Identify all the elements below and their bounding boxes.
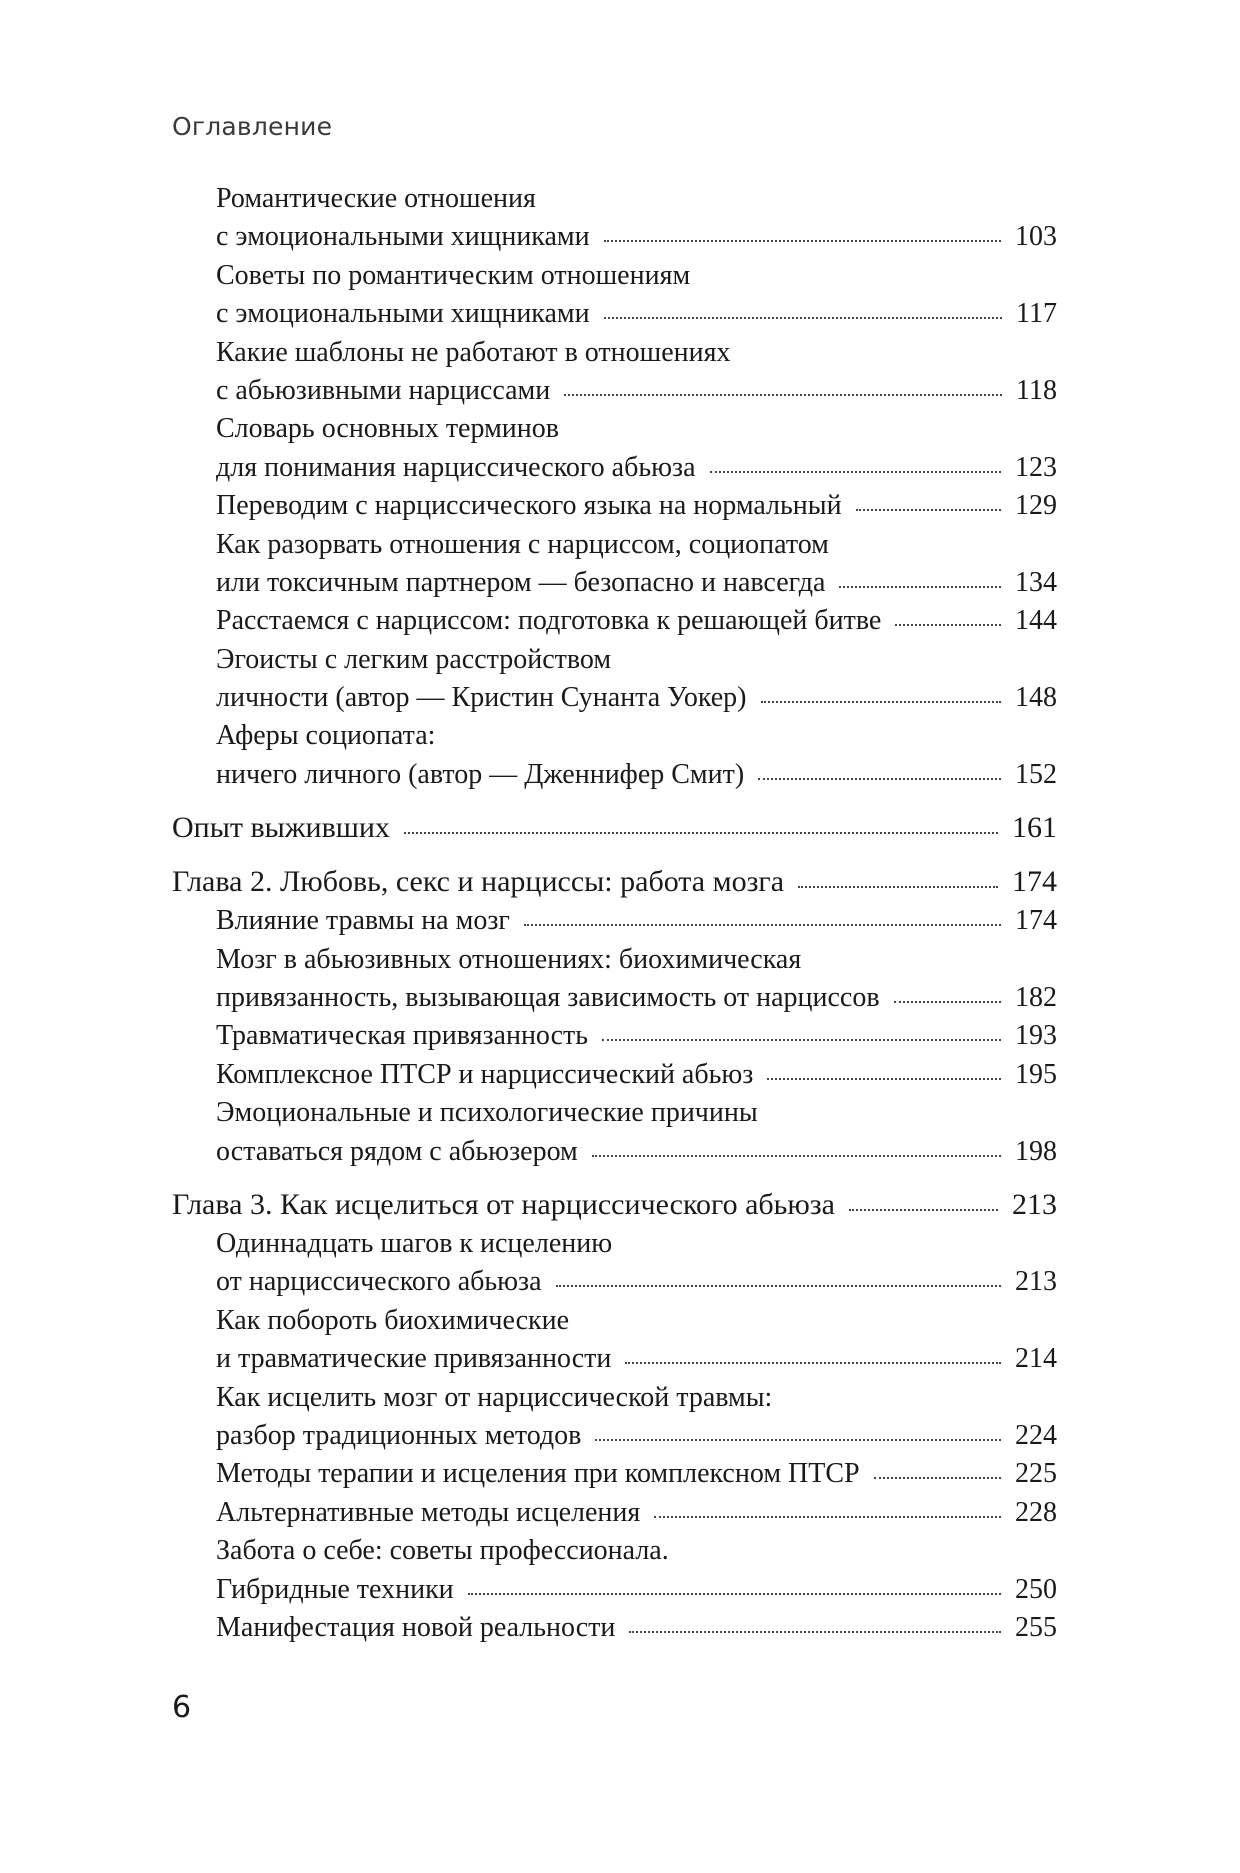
toc-page-number: 214 (1015, 1343, 1057, 1375)
dot-leader (856, 509, 1001, 511)
dot-leader (710, 471, 1001, 473)
toc-page-number: 134 (1015, 566, 1057, 598)
toc-page-number: 255 (1015, 1611, 1057, 1643)
toc-page-number: 129 (1015, 490, 1057, 522)
toc-entry-line (216, 1302, 1057, 1340)
running-head: Оглавление (172, 112, 333, 141)
toc-entry-title: Эмоциональные и психологические причины (216, 1097, 758, 1129)
toc-entry-line (216, 410, 1057, 448)
toc-page-number: 228 (1015, 1496, 1057, 1528)
toc-entry-title: Словарь основных терминов (216, 413, 559, 445)
toc-entry-title: с эмоциональными хищниками (216, 298, 590, 330)
toc-entry-line (216, 218, 1057, 256)
toc-entry-line (216, 602, 1057, 640)
toc-entry-title: от нарциссического абьюза (216, 1266, 542, 1298)
toc-entry-title: Как побороть биохимические (216, 1304, 570, 1336)
toc-chapter-entry[interactable] (172, 862, 1057, 902)
dot-leader (767, 1078, 1001, 1080)
toc-entry-line (216, 1017, 1057, 1055)
dot-leader (404, 832, 998, 834)
toc-entry-line (216, 717, 1057, 755)
toc-entry-title: Эгоисты с легким расстройством (216, 643, 612, 675)
toc-entry-title: разбор традиционных методов (216, 1419, 582, 1451)
toc-entry-title: Расстаемся с нарциссом: подготовка к решающей битве (216, 605, 882, 637)
toc-entry-line (216, 941, 1057, 979)
toc-entry-title: Опыт выживших (172, 811, 390, 845)
toc-entry-title: с абьюзивными нарциссами (216, 374, 551, 406)
toc-entry[interactable] (172, 902, 1057, 940)
toc-entry-title: или токсичным партнером — безопасно и навсегда (216, 566, 826, 598)
dot-leader (595, 1439, 1001, 1441)
toc-entry-title: Гибридные техники (216, 1573, 454, 1605)
toc-entry-line (216, 1494, 1057, 1532)
toc-page-number: 182 (1015, 982, 1057, 1014)
toc-entry[interactable] (172, 1017, 1057, 1055)
toc-page-number: 213 (1015, 1266, 1057, 1298)
toc-entry-title: привязанность, вызывающая зависимость от нарциссов (216, 982, 880, 1014)
toc-entry-title: Методы терапии и исцеления при комплексном ПТСР (216, 1458, 860, 1490)
toc-entry[interactable] (172, 641, 1057, 718)
toc-entry-title: Как исцелить мозг от нарциссической травмы: (216, 1381, 773, 1413)
toc-entry-line (216, 1532, 1057, 1570)
dot-leader (592, 1155, 1001, 1157)
toc-entry-line (172, 862, 1057, 902)
dot-leader (602, 1039, 1001, 1041)
toc-entry[interactable] (172, 1494, 1057, 1532)
toc-entry[interactable] (172, 257, 1057, 334)
toc-entry-title: Одиннадцать шагов к исцелению (216, 1227, 613, 1259)
dot-leader (849, 1209, 998, 1211)
dot-leader (895, 624, 1001, 626)
toc-entry-title: Переводим с нарциссического языка на нормальный (216, 490, 842, 522)
toc-entry-line (216, 1571, 1057, 1609)
toc-entry-line (216, 257, 1057, 295)
toc-entry-line (216, 1263, 1057, 1301)
toc-entry[interactable] (172, 602, 1057, 640)
dot-leader (524, 924, 1001, 926)
toc-entry-title: Как разорвать отношения с нарциссом, социопатом (216, 528, 829, 560)
toc-page-number: 213 (1012, 1187, 1057, 1221)
toc-page-number: 161 (1012, 811, 1057, 845)
toc-entry-line (216, 564, 1057, 602)
dot-leader (604, 240, 1001, 242)
toc-entry-line (216, 449, 1057, 487)
toc-entry[interactable] (172, 410, 1057, 487)
toc-entry-title: Романтические отношения (216, 183, 536, 214)
dot-leader (761, 701, 1001, 703)
toc-page-number: 174 (1015, 905, 1057, 937)
dot-leader (654, 1516, 1001, 1518)
toc-entry-title: Какие шаблоны не работают в отношениях (216, 336, 731, 368)
toc-entry[interactable] (172, 1609, 1057, 1647)
toc-entry[interactable] (172, 1094, 1057, 1171)
toc-entry-line (216, 979, 1057, 1017)
toc-entry-line (216, 1455, 1057, 1493)
dot-leader (468, 1593, 1001, 1595)
toc-entry[interactable] (172, 334, 1057, 411)
toc-entry-title: Забота о себе: советы профессионала. (216, 1535, 669, 1567)
toc-page-number: 118 (1016, 374, 1057, 406)
toc-entry[interactable] (172, 941, 1057, 1018)
toc-entry[interactable] (172, 526, 1057, 603)
dot-leader (604, 317, 1002, 319)
toc-entry-title: оставаться рядом с абьюзером (216, 1135, 578, 1167)
toc-entry-line (216, 1340, 1057, 1378)
toc-page-number: 225 (1015, 1458, 1057, 1490)
page-number: 6 (172, 1690, 192, 1725)
toc-entry[interactable] (172, 180, 1057, 257)
dot-leader (625, 1362, 1001, 1364)
toc-entry-title: с эмоциональными хищниками (216, 221, 590, 253)
toc-entry-line (216, 1056, 1057, 1094)
toc-entry[interactable] (172, 1532, 1057, 1609)
dot-leader (874, 1477, 1001, 1479)
toc-entry-title: Аферы социопата: (216, 720, 436, 752)
toc-entry-title: Советы по романтическим отношениям (216, 259, 691, 291)
toc-page-number: 103 (1015, 221, 1057, 253)
toc-entry-title: для понимания нарциссического абьюза (216, 451, 696, 483)
toc-page-number: 250 (1015, 1573, 1057, 1605)
toc-entry-line (216, 526, 1057, 564)
toc-entry-line (216, 756, 1057, 794)
toc-entry-line (216, 487, 1057, 525)
toc-entry[interactable] (172, 1225, 1057, 1302)
toc-entry-line (172, 808, 1057, 848)
dot-leader (556, 1285, 1001, 1287)
toc-page-number: 224 (1015, 1419, 1057, 1451)
toc-entry-line (216, 679, 1057, 717)
toc-entry-title: Манифестация новой реальности (216, 1611, 616, 1643)
toc-page-number: 148 (1015, 682, 1057, 714)
toc-entry-line (216, 1094, 1057, 1132)
toc-entry-title: Травматическая привязанность (216, 1020, 589, 1052)
toc-entry[interactable] (172, 1379, 1057, 1456)
toc-page-number: 144 (1015, 605, 1057, 637)
toc-entry[interactable] (172, 1302, 1057, 1379)
toc-entry-title: и травматические привязанности (216, 1343, 612, 1375)
dot-leader (564, 394, 1002, 396)
toc-entry[interactable] (172, 1455, 1057, 1493)
toc-entry-line (216, 334, 1057, 372)
toc-entry-line (216, 1379, 1057, 1417)
toc-entry-title: ничего личного (автор — Дженнифер Смит) (216, 758, 745, 790)
toc-entry-title: Влияние травмы на мозг (216, 905, 510, 937)
toc-entry[interactable] (172, 487, 1057, 525)
toc-page-number: 152 (1015, 758, 1057, 790)
toc-entry-title: личности (автор — Кристин Сунанта Уокер) (216, 682, 747, 714)
toc-page-number: 174 (1012, 865, 1057, 899)
toc-entry-title: Альтернативные методы исцеления (216, 1496, 641, 1528)
toc-page-number: 123 (1015, 451, 1057, 483)
table-of-contents (172, 180, 1057, 1647)
dot-leader (894, 1001, 1001, 1003)
toc-entry-line (172, 1185, 1057, 1225)
toc-entry-title: Глава 2. Любовь, секс и нарциссы: работа мозга (172, 865, 785, 899)
toc-entry-line (216, 641, 1057, 679)
toc-entry-line (216, 1417, 1057, 1455)
toc-entry[interactable] (172, 1056, 1057, 1094)
toc-page-number: 198 (1015, 1135, 1057, 1167)
toc-page-number: 117 (1016, 298, 1057, 330)
toc-entry-line (216, 372, 1057, 410)
toc-entry-title: Мозг в абьюзивных отношениях: биохимическая (216, 943, 802, 975)
dot-leader (758, 778, 1001, 780)
toc-entry-line (216, 1225, 1057, 1263)
toc-page-number: 195 (1015, 1058, 1057, 1090)
toc-entry-line (216, 180, 1057, 218)
toc-entry-line (216, 902, 1057, 940)
toc-entry-line (216, 1609, 1057, 1647)
toc-entry-line (216, 295, 1057, 333)
dot-leader (798, 886, 998, 888)
toc-entry-title: Комплексное ПТСР и нарциссический абьюз (216, 1058, 754, 1090)
toc-entry-line (216, 1133, 1057, 1171)
dot-leader (839, 586, 1001, 588)
dot-leader (629, 1631, 1001, 1633)
toc-chapter-entry[interactable] (172, 1185, 1057, 1225)
toc-page-number: 193 (1015, 1020, 1057, 1052)
toc-entry-title: Глава 3. Как исцелиться от нарциссического абьюза (172, 1187, 835, 1221)
toc-entry[interactable] (172, 717, 1057, 794)
toc-chapter-entry[interactable] (172, 808, 1057, 848)
